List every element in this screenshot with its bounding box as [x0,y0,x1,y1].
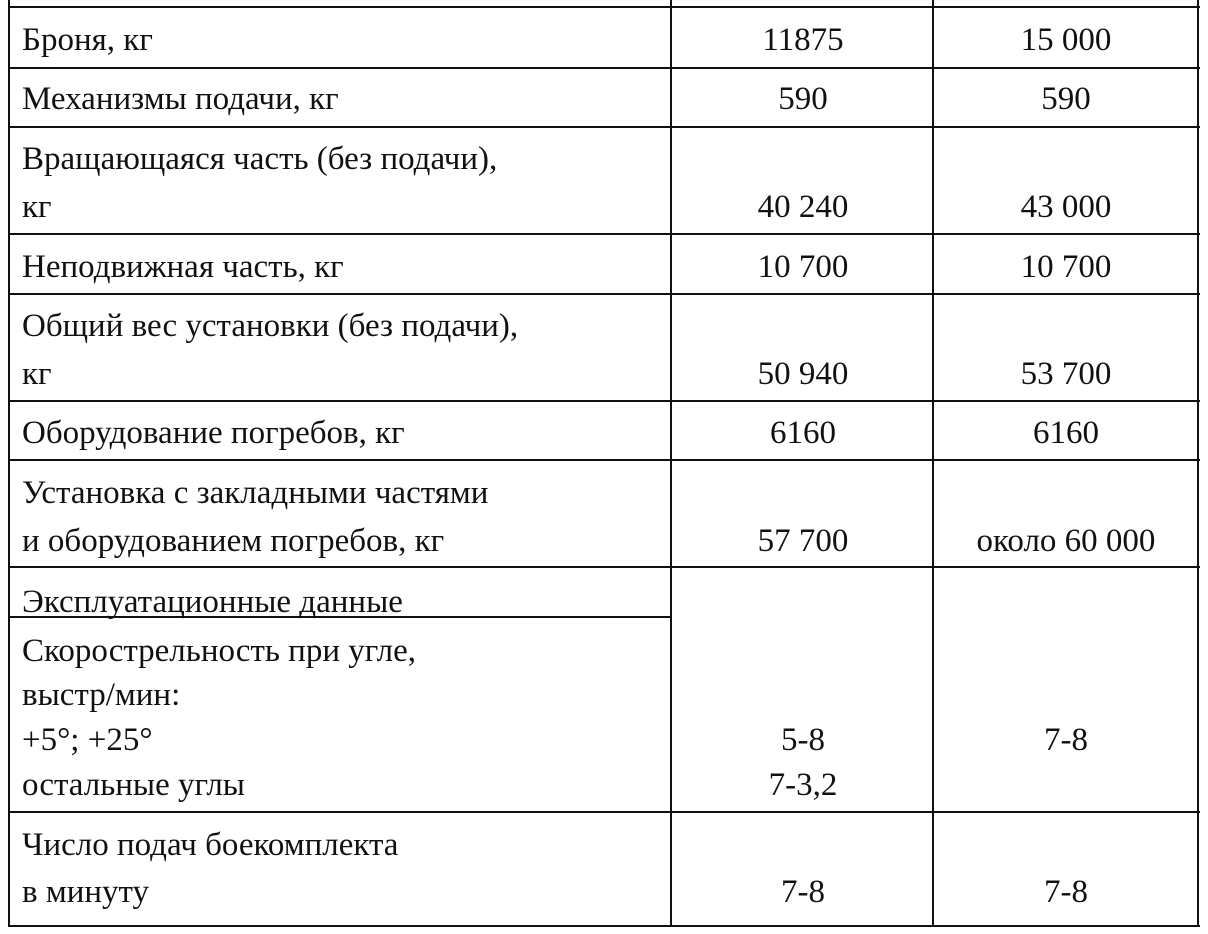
row-label: Механизмы подачи, кг [22,81,339,117]
row-label: +5°; +25° [22,722,153,758]
row-value-1: 7-3,2 [768,767,838,803]
row-value-2: около 60 000 [976,523,1156,559]
row-label: остальные углы [22,767,245,803]
row-label: Броня, кг [22,22,153,58]
row-value-2: 7-8 [1044,874,1088,910]
section-heading: Эксплуатационные данные [22,584,403,620]
row-value-1: 57 700 [757,523,849,559]
row-label: Установка с закладными частями [22,475,489,511]
row-label: выстр/мин: [22,677,181,713]
row-label: кг [22,189,52,225]
row-value-1: 5-8 [781,722,825,758]
row-value-1: 590 [778,81,828,117]
row-value-2: 43 000 [1020,189,1112,225]
row-value-1: 50 940 [757,356,849,392]
row-value-2: 590 [1041,81,1091,117]
row-value-1: 6160 [770,415,836,451]
row-label: Вращающаяся часть (без подачи), [22,141,498,177]
row-divider [8,6,1200,8]
row-label: в минуту [22,874,150,910]
row-label: и оборудованием погребов, кг [22,523,445,559]
row-value-2: 6160 [1033,415,1099,451]
row-value-1: 11875 [762,22,844,58]
row-value-2: 7-8 [1044,722,1088,758]
row-label: Общий вес установки (без подачи), [22,308,519,344]
row-divider [8,67,1200,69]
row-label: Неподвижная часть, кг [22,249,344,285]
row-label: кг [22,356,52,392]
row-divider [8,925,1200,927]
row-value-2: 53 700 [1020,356,1112,392]
row-divider [8,126,1200,128]
row-value-2: 15 000 [1020,22,1112,58]
row-value-1: 10 700 [757,249,849,285]
row-label: Число подач боекомплекта [22,827,399,863]
column-divider [8,0,10,927]
row-value-1: 7-8 [781,874,825,910]
row-value-2: 10 700 [1020,249,1112,285]
row-value-1: 40 240 [757,189,849,225]
row-label: Скорострельность при угле, [22,633,416,669]
row-label: Оборудование погребов, кг [22,415,405,451]
column-divider [1197,0,1199,927]
